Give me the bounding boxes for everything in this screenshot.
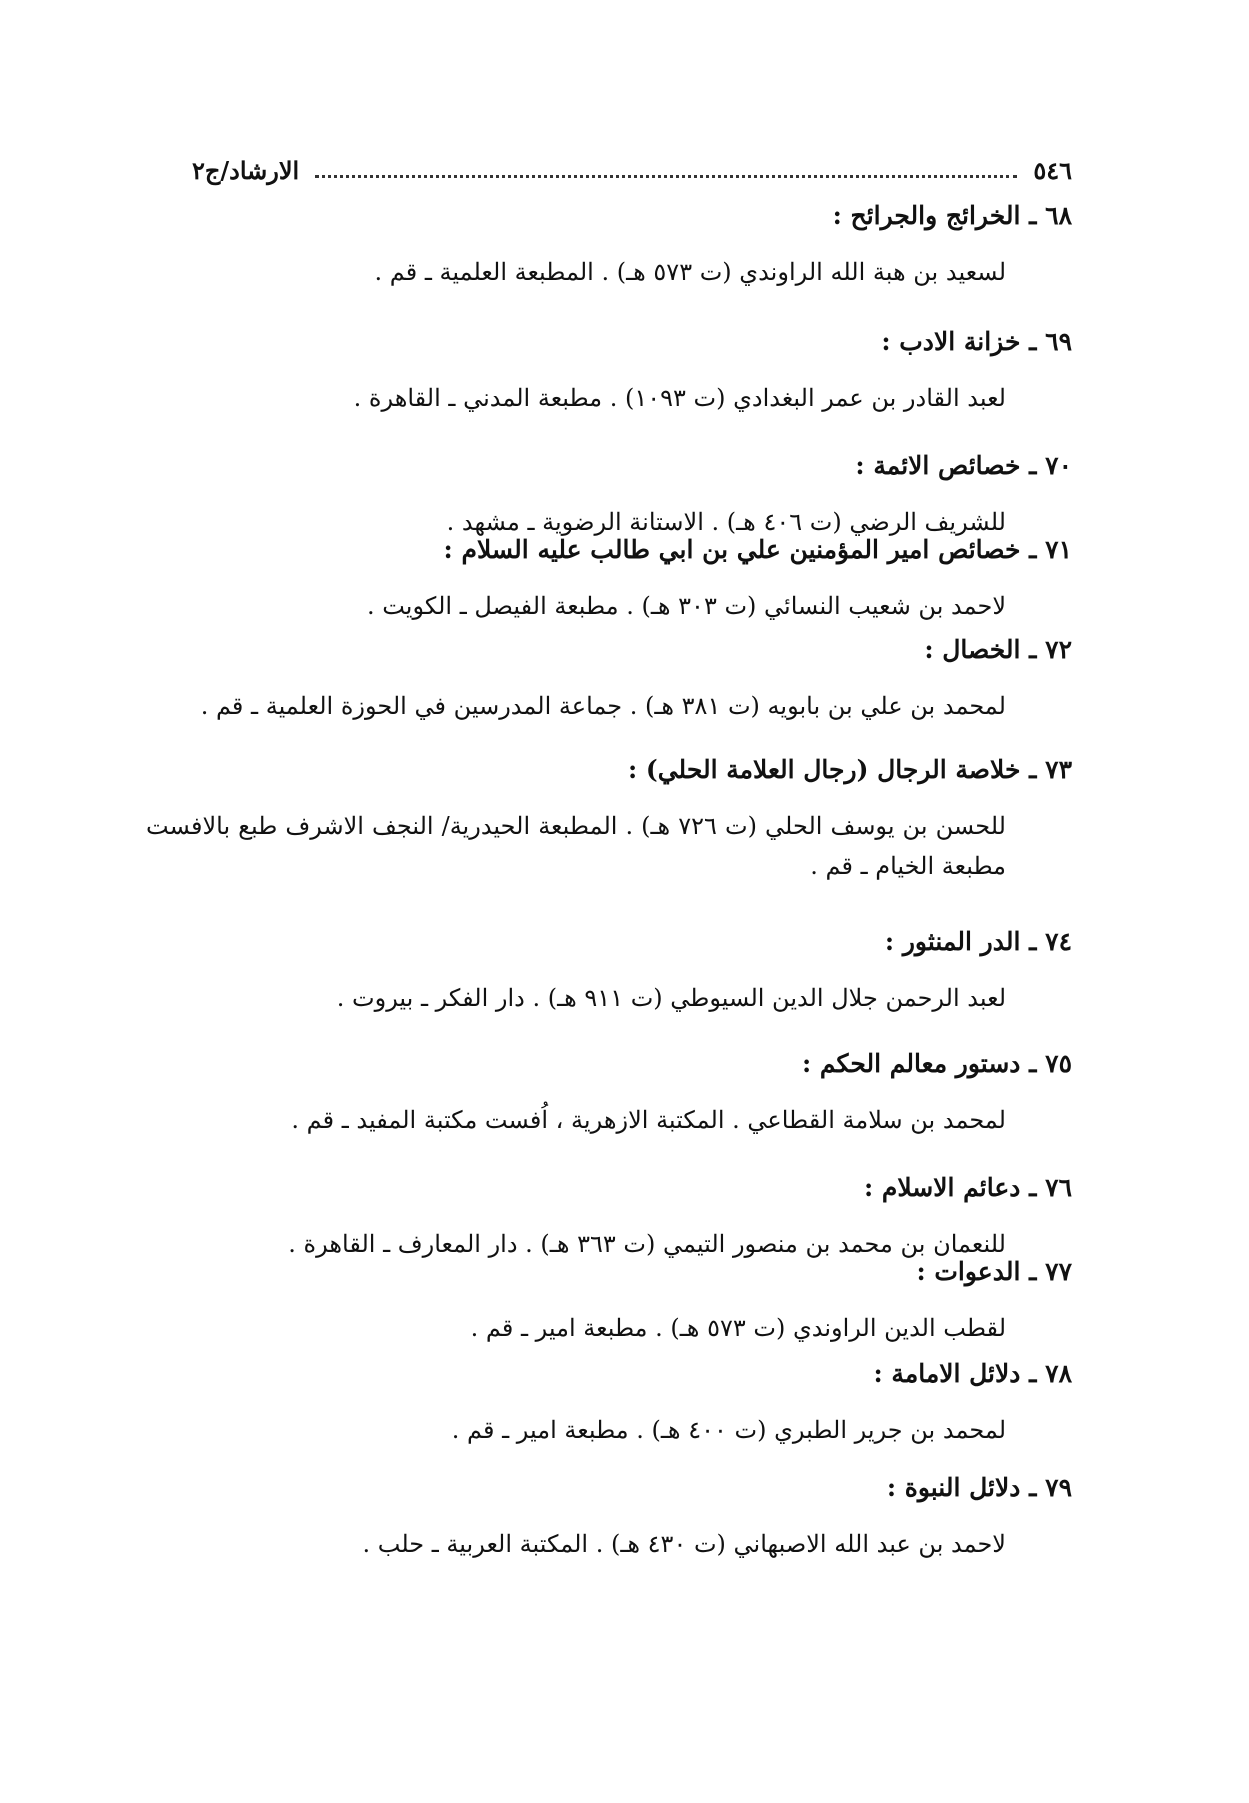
bibliography-entry — [150, 1168, 1072, 1264]
bibliography-entry — [150, 922, 1072, 1018]
bibliography-entry — [150, 1252, 1072, 1348]
entry-description: للشريف الرضي (ت ٤٠٦ هـ) . الاستانة الرضوية ـ مشهد . — [446, 508, 1006, 536]
bibliography-entry — [150, 530, 1072, 626]
running-title: الارشاد/ج٢ — [192, 155, 300, 185]
page-number: ٥٤٦ — [1033, 155, 1072, 185]
entry-description: لعبد الرحمن جلال الدين السيوطي (ت ٩١١ هـ) . دار الفكر ـ بيروت . — [336, 984, 1006, 1012]
bibliography-entry — [150, 630, 1072, 726]
bibliography-entry — [150, 446, 1072, 542]
entry-heading: ٧٢ ـ الخصال : — [924, 635, 1072, 664]
entry-description: لمحمد بن جرير الطبري (ت ٤٠٠ هـ) . مطبعة امير ـ قم . — [451, 1416, 1006, 1444]
dot-leader — [315, 163, 1017, 178]
entry-description: للحسن بن يوسف الحلي (ت ٧٢٦ هـ) . المطبعة الحيدرية/ النجف الاشرف طبع بالافست مطبعة الخيام ـ قم . — [146, 812, 1006, 880]
entry-heading: ٧٧ ـ الدعوات : — [916, 1257, 1072, 1286]
entry-description: لمحمد بن علي بن بابويه (ت ٣٨١ هـ) . جماعة المدرسين في الحوزة العلمية ـ قم . — [200, 692, 1006, 720]
entry-description: لسعيد بن هبة الله الراوندي (ت ٥٧٣ هـ) . المطبعة العلمية ـ قم . — [374, 258, 1006, 286]
bibliography-entry — [150, 1044, 1072, 1140]
bibliography-entry — [150, 1354, 1072, 1450]
entry-heading: ٦٨ ـ الخرائج والجرائح : — [832, 201, 1072, 230]
bibliography-entry — [150, 1468, 1072, 1564]
entry-description: لقطب الدين الراوندي (ت ٥٧٣ هـ) . مطبعة امير ـ قم . — [470, 1314, 1006, 1342]
bibliography-entry — [146, 750, 1072, 886]
entry-heading: ٧٦ ـ دعائم الاسلام : — [863, 1173, 1072, 1202]
entry-heading: ٧١ ـ خصائص امير المؤمنين علي بن ابي طالب عليه السلام : — [443, 535, 1072, 564]
entry-description: لمحمد بن سلامة القطاعي . المكتبة الازهرية ، اُفست مكتبة المفيد ـ قم . — [291, 1106, 1006, 1134]
entry-heading: ٧٣ ـ خلاصة الرجال (رجال العلامة الحلي) : — [627, 755, 1072, 784]
entry-description: للنعمان بن محمد بن منصور التيمي (ت ٣٦٣ هـ) . دار المعارف ـ القاهرة . — [288, 1230, 1006, 1258]
bibliography-entry — [150, 322, 1072, 418]
entry-description: لاحمد بن شعيب النسائي (ت ٣٠٣ هـ) . مطبعة الفيصل ـ الكويت . — [366, 592, 1006, 620]
running-header — [192, 150, 1072, 190]
entry-heading: ٧٥ ـ دستور معالم الحكم : — [801, 1049, 1072, 1078]
entry-heading: ٧٤ ـ الدر المنثور : — [884, 927, 1072, 956]
entry-heading: ٦٩ ـ خزانة الادب : — [881, 327, 1072, 356]
entry-heading: ٧٨ ـ دلائل الامامة : — [873, 1359, 1072, 1388]
entry-heading: ٧٠ ـ خصائص الائمة : — [855, 451, 1072, 480]
entry-description: لعبد القادر بن عمر البغدادي (ت ١٠٩٣) . مطبعة المدني ـ القاهرة . — [353, 384, 1006, 412]
entry-description: لاحمد بن عبد الله الاصبهاني (ت ٤٣٠ هـ) . المكتبة العربية ـ حلب . — [362, 1530, 1006, 1558]
entry-heading: ٧٩ ـ دلائل النبوة : — [886, 1473, 1072, 1502]
bibliography-entry — [150, 196, 1072, 292]
